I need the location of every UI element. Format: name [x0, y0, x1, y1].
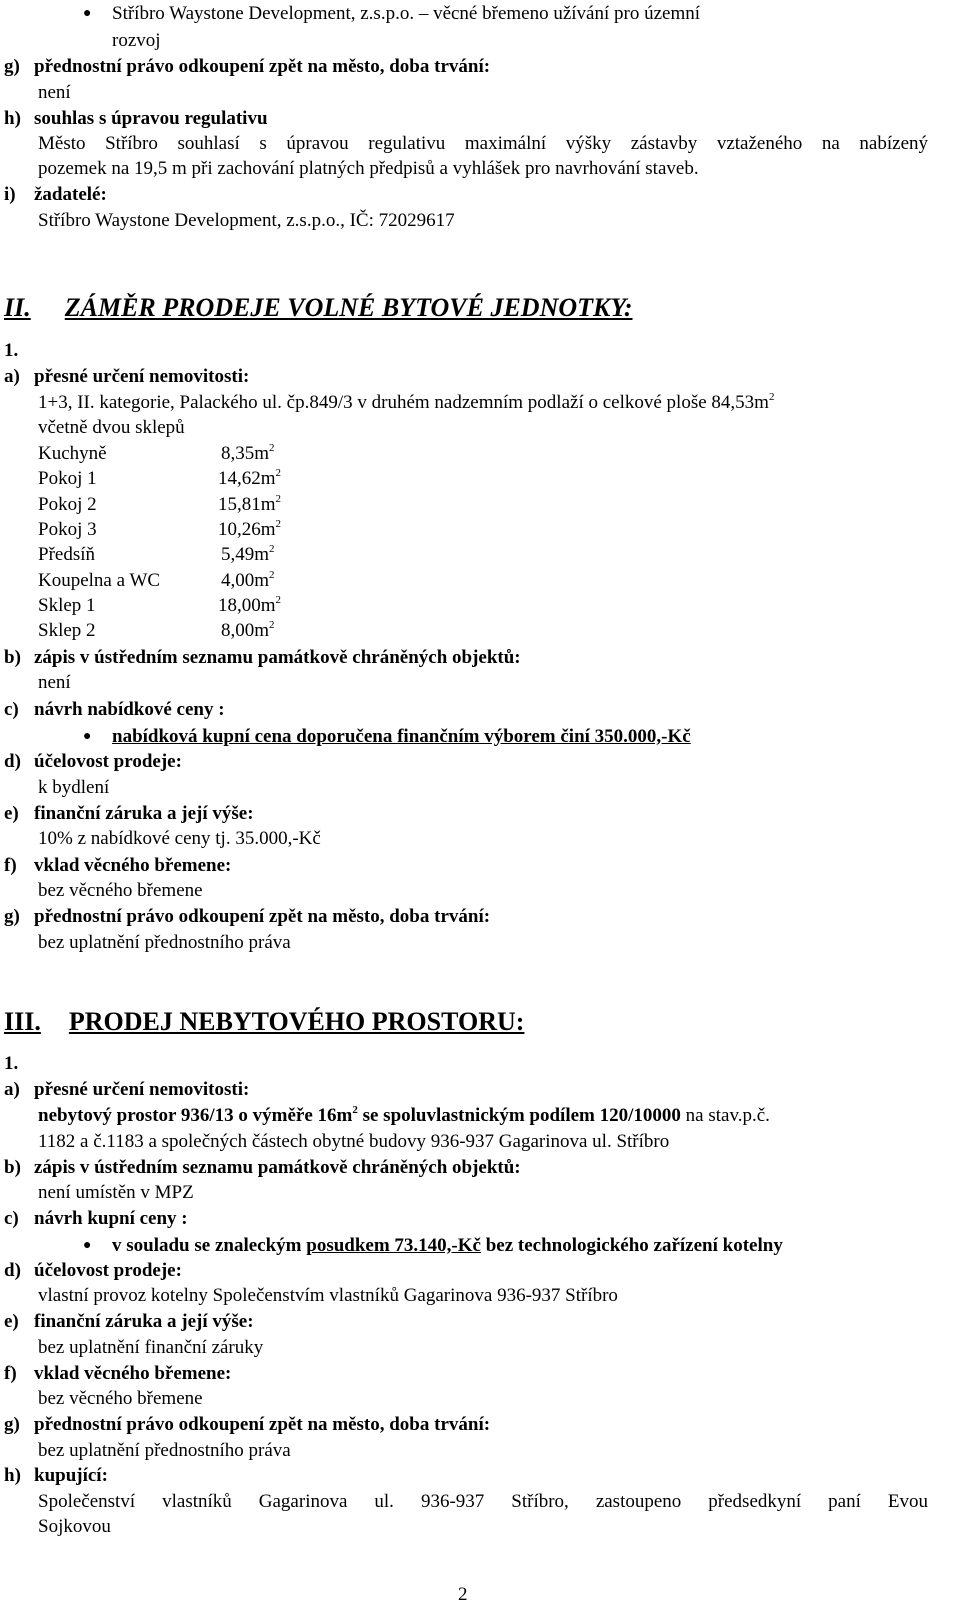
item-title: zápis v ústředním seznamu památkově chráněných objektů:	[34, 647, 521, 668]
property-description: 1+3, II. kategorie, Palackého ul. čp.849/3 v druhém nadzemním podlaží o celkové ploše 84,53m	[38, 392, 769, 413]
room-name: Pokoj 2	[38, 494, 97, 515]
item-title: vklad věcného břemene:	[34, 855, 232, 876]
item-label: e)	[4, 803, 19, 824]
top-g-heading	[4, 56, 490, 78]
parcel-ref: na stav.p.č.	[680, 1105, 770, 1126]
room-name: Pokoj 3	[38, 519, 97, 540]
item-title: vklad věcného břemene:	[34, 1363, 232, 1384]
price-intro: v souladu se znaleckým	[112, 1235, 307, 1256]
room-name: Kuchyně	[38, 443, 107, 464]
item-title: přednostní právo odkoupení zpět na město, doba trvání:	[34, 1414, 491, 1435]
item-label: d)	[4, 751, 21, 772]
s2-c-price: nabídková kupní cena doporučena finančním výborem činí 350.000,-Kč	[112, 726, 691, 747]
s3-d-value: vlastní provoz kotelny Společenstvím vlastníků Gagarinova 936-937 Stříbro	[38, 1285, 618, 1306]
room-name: Koupelna a WC	[38, 570, 161, 591]
item-title: přednostní právo odkoupení zpět na město, doba trvání:	[34, 906, 491, 927]
s2-e-heading	[4, 803, 254, 825]
room-row	[38, 543, 275, 566]
s3-f-value: bez věcného břemene	[38, 1388, 203, 1409]
item-title: účelovost prodeje:	[34, 1260, 182, 1281]
item-label: b)	[4, 647, 21, 668]
premises-description: nebytový prostor 936/13 o výměře 16m	[38, 1105, 353, 1126]
superscript: 2	[768, 391, 775, 403]
room-name: Pokoj 1	[38, 468, 97, 489]
page-number: 2	[458, 1584, 468, 1605]
s3-h-heading	[4, 1465, 108, 1487]
top-bullet-line1: Stříbro Waystone Development, z.s.p.o. – věcné břemeno užívání pro územní	[112, 3, 701, 24]
item-label: b)	[4, 1157, 21, 1178]
item-title: přesné určení nemovitosti:	[34, 1079, 250, 1100]
s2-g-value: bez uplatnění přednostního práva	[38, 932, 291, 953]
s2-b-heading	[4, 647, 521, 669]
item-title: přesné určení nemovitosti:	[34, 366, 250, 387]
s3-a-line1	[38, 1105, 770, 1129]
item-label: f)	[4, 1363, 17, 1384]
room-row	[38, 493, 282, 516]
item-label: h)	[4, 1465, 21, 1486]
room-name: Předsíň	[38, 544, 95, 565]
section-number: II.	[4, 293, 31, 322]
s2-d-heading	[4, 751, 182, 773]
item-label: h)	[4, 108, 21, 129]
section-title: ZÁMĚR PRODEJE VOLNÉ BYTOVÉ JEDNOTKY:	[64, 293, 633, 322]
section-title: PRODEJ NEBYTOVÉHO PROSTORU:	[68, 1007, 525, 1036]
item-title: finanční záruka a její výše:	[34, 803, 254, 824]
s2-e-value: 10% z nabídkové ceny tj. 35.000,-Kč	[38, 828, 321, 849]
s2-f-heading	[4, 855, 231, 877]
item-label: e)	[4, 1311, 19, 1332]
s3-a-line2: 1182 a č.1183 a společných částech obytné budovy 936-937 Gagarinova ul. Stříbro	[38, 1131, 670, 1152]
item-label: c)	[4, 699, 19, 720]
s3-g-value: bez uplatnění přednostního práva	[38, 1440, 291, 1461]
item-title: zápis v ústředním seznamu památkově chráněných objektů:	[34, 1157, 521, 1178]
s3-h-line1: Společenství vlastníků Gagarinova ul. 936-937 Stříbro, zastoupeno předsedkyní paní Evou	[38, 1491, 928, 1512]
bullet-dot: ●	[83, 729, 92, 744]
room-area: $4,00m^2$	[221, 569, 275, 591]
s3-b-value: není umístěn v MPZ	[38, 1182, 194, 1203]
section2-heading	[4, 293, 633, 323]
s2-b-value: není	[38, 672, 71, 693]
bullet-dot: ●	[83, 1238, 92, 1253]
room-area: $18,00m^2$	[218, 594, 282, 616]
item-label: c)	[4, 1208, 19, 1229]
s2-d-value: k bydlení	[38, 777, 110, 798]
room-area: $8,00m^2$	[221, 619, 275, 641]
item-label: a)	[4, 366, 20, 387]
room-name: Sklep 2	[38, 620, 96, 641]
room-row	[38, 467, 282, 490]
s3-c-heading	[4, 1208, 188, 1230]
item-label: a)	[4, 1079, 20, 1100]
room-row	[38, 518, 282, 541]
s3-e-value: bez uplatnění finanční záruky	[38, 1337, 264, 1358]
item-label: g)	[4, 1414, 20, 1435]
appraisal-price: posudkem 73.140,-Kč	[306, 1235, 481, 1256]
room-row	[38, 569, 275, 592]
s2-a-line1	[38, 392, 774, 416]
s2-a-line2: včetně dvou sklepů	[38, 417, 185, 438]
item-label: f)	[4, 855, 17, 876]
bullet-dot: ●	[83, 6, 92, 21]
price-note: bez technologického zařízení kotelny	[480, 1235, 783, 1256]
s3-h-line2: Sojkovou	[38, 1516, 111, 1537]
item-title: návrh kupní ceny :	[34, 1208, 188, 1229]
item-title: přednostní právo odkoupení zpět na město, doba trvání:	[34, 56, 491, 77]
room-area: $14,62m^2$	[218, 467, 282, 489]
ownership-share: se spoluvlastnickým podílem 120/10000	[357, 1105, 681, 1126]
item-title: návrh nabídkové ceny :	[34, 699, 225, 720]
s2-c-heading	[4, 699, 225, 721]
room-area: $8,35m^2$	[221, 442, 275, 464]
item-title: žadatelé:	[34, 184, 107, 205]
item-title: kupující:	[34, 1465, 108, 1486]
room-area: $10,26m^2$	[218, 518, 282, 540]
s2-g-heading	[4, 906, 490, 928]
s3-c-price	[112, 1235, 783, 1257]
section-number: III.	[4, 1007, 41, 1036]
section2-item-number: 1.	[4, 340, 19, 361]
s3-d-heading	[4, 1260, 182, 1282]
s3-b-heading	[4, 1157, 521, 1179]
item-title: souhlas s úpravou regulativu	[34, 108, 268, 129]
top-bullet-line2: rozvoj	[112, 30, 161, 51]
section3-heading	[4, 1007, 524, 1037]
item-title: finanční záruka a její výše:	[34, 1311, 254, 1332]
room-area: $5,49m^2$	[221, 543, 275, 565]
item-title: účelovost prodeje:	[34, 751, 182, 772]
top-g-value: není	[38, 82, 71, 103]
s3-e-heading	[4, 1311, 254, 1333]
item-label: i)	[4, 184, 16, 205]
s2-f-value: bez věcného břemene	[38, 880, 203, 901]
superscript: 2	[352, 1104, 358, 1116]
top-h-line2: pozemek na 19,5 m při zachování platných předpisů a vyhlášek pro navrhování staveb.	[38, 158, 699, 179]
top-h-heading	[4, 108, 268, 130]
item-label: g)	[4, 906, 20, 927]
room-row	[38, 619, 275, 642]
s3-f-heading	[4, 1363, 231, 1385]
s2-a-heading	[4, 366, 249, 388]
top-h-line1: Město Stříbro souhlasí s úpravou regulativu maximální výšky zástavby vztaženého na nabízený	[38, 133, 928, 154]
top-i-heading	[4, 184, 107, 206]
room-row	[38, 594, 282, 617]
room-row	[38, 442, 275, 465]
section3-item-number: 1.	[4, 1053, 19, 1074]
s3-g-heading	[4, 1414, 490, 1436]
room-area: $15,81m^2$	[218, 493, 282, 515]
item-label: d)	[4, 1260, 21, 1281]
s3-a-heading	[4, 1079, 249, 1101]
item-label: g)	[4, 56, 20, 77]
room-name: Sklep 1	[38, 595, 96, 616]
top-i-value: Stříbro Waystone Development, z.s.p.o., IČ: 72029617	[38, 210, 455, 231]
